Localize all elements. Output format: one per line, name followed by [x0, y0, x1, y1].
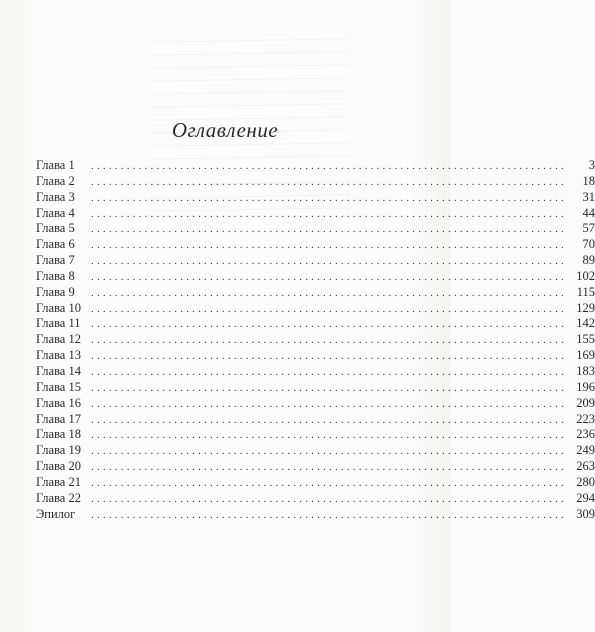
toc-entry	[36, 506, 595, 523]
dot-leader: ................................................................................	[91, 270, 567, 283]
toc-entry-label: Глава 22	[36, 490, 81, 505]
toc-entry-page-number: 280	[576, 474, 595, 489]
dot-leader: ................................................................................	[91, 429, 567, 442]
toc-entry	[36, 411, 595, 428]
dot-leader: ................................................................................	[91, 223, 567, 236]
toc-entry-label: Глава 8	[36, 268, 75, 283]
toc-entry-label: Глава 9	[36, 284, 75, 299]
toc-entry	[36, 459, 595, 475]
dot-leader: ................................................................................	[91, 381, 567, 394]
dot-leader: ................................................................................	[91, 207, 567, 220]
toc-entry-page-number: 209	[576, 395, 595, 410]
toc-entry-page-number: 196	[576, 379, 595, 394]
dot-leader: ................................................................................	[91, 286, 567, 299]
page-title: Оглавление	[171, 118, 279, 142]
toc-entry	[36, 173, 595, 190]
toc-entry	[36, 268, 595, 285]
toc-entry-page-number: 44	[582, 205, 595, 220]
toc-entry-page-number: 294	[576, 490, 595, 505]
toc-entry-label: Глава 7	[36, 253, 75, 268]
dot-leader: ................................................................................	[91, 445, 567, 458]
toc-entry-page-number: 223	[576, 411, 595, 426]
dot-leader: ................................................................................	[91, 476, 567, 489]
toc-entry	[36, 189, 595, 206]
toc-entry	[36, 253, 595, 269]
toc-entry-label: Глава 19	[36, 443, 81, 458]
toc-entry	[36, 158, 595, 174]
toc-entry-label: Глава 3	[36, 189, 75, 204]
toc-entry-label: Глава 14	[36, 363, 81, 378]
toc-entry	[36, 474, 595, 491]
table-of-contents	[36, 158, 595, 522]
dot-leader: ................................................................................	[91, 191, 567, 204]
toc-entry-label: Глава 11	[36, 316, 81, 331]
toc-entry-page-number: 183	[576, 363, 595, 378]
toc-entry-page-number: 129	[576, 300, 595, 315]
toc-entry-label: Глава 4	[36, 205, 75, 220]
dot-leader: ................................................................................	[91, 397, 567, 410]
toc-entry-page-number: 18	[582, 173, 595, 188]
toc-entry	[36, 237, 595, 253]
toc-entry-page-number: 89	[582, 253, 595, 268]
toc-entry	[36, 490, 595, 507]
dot-leader: ................................................................................	[91, 508, 567, 521]
toc-entry	[36, 395, 595, 412]
dot-leader: ................................................................................	[91, 239, 567, 252]
toc-entry-page-number: 236	[576, 427, 595, 442]
toc-entry-page-number: 102	[576, 268, 595, 283]
toc-entry-page-number: 57	[582, 221, 595, 236]
toc-entry-label: Глава 18	[36, 427, 81, 442]
toc-entry-page-number: 155	[576, 332, 595, 347]
toc-entry-label: Глава 5	[36, 221, 75, 236]
toc-entry	[36, 379, 595, 396]
dot-leader: ................................................................................	[91, 492, 567, 505]
toc-entry	[36, 221, 595, 237]
dot-leader: ................................................................................	[91, 160, 567, 172]
dot-leader: ................................................................................	[91, 334, 567, 347]
toc-entry	[36, 316, 595, 332]
toc-entry	[36, 363, 595, 380]
toc-entry-page-number: 169	[576, 348, 595, 363]
toc-entry-label: Глава 1	[36, 158, 75, 172]
toc-entry-page-number: 249	[576, 443, 595, 458]
toc-entry-label: Глава 20	[36, 459, 81, 474]
dot-leader: ................................................................................	[91, 413, 567, 426]
dot-leader: ................................................................................	[91, 255, 567, 268]
dot-leader: ................................................................................	[91, 350, 567, 363]
toc-entry	[36, 443, 595, 459]
dot-leader: ................................................................................	[91, 461, 567, 474]
toc-entry-page-number: 70	[582, 237, 595, 252]
toc-entry-label: Глава 10	[36, 300, 81, 315]
toc-entry-page-number: 309	[576, 506, 595, 521]
toc-entry-page-number: 263	[576, 459, 595, 474]
toc-entry-label: Глава 6	[36, 237, 75, 252]
toc-entry-page-number: 142	[576, 316, 595, 331]
dot-leader: ................................................................................	[91, 365, 567, 378]
toc-entry-label: Глава 17	[36, 411, 81, 426]
toc-entry-page-number: 115	[576, 284, 595, 299]
toc-entry-label: Глава 12	[36, 332, 81, 347]
toc-entry	[36, 205, 595, 222]
toc-entry-label: Глава 16	[36, 395, 81, 410]
toc-entry	[36, 284, 595, 301]
toc-entry-label: Глава 15	[36, 379, 81, 394]
toc-entry-label: Глава 2	[36, 173, 75, 188]
toc-entry-page-number: 31	[582, 189, 595, 204]
toc-entry-page-number: 3	[588, 158, 595, 172]
dot-leader: ................................................................................	[91, 318, 567, 331]
toc-entry-label: Эпилог	[36, 506, 76, 521]
toc-entry-label: Глава 21	[36, 474, 81, 489]
toc-entry	[36, 348, 595, 364]
toc-entry-label: Глава 13	[36, 348, 81, 363]
dot-leader: ................................................................................	[91, 175, 567, 188]
dot-leader: ................................................................................	[91, 302, 567, 315]
toc-entry	[36, 427, 595, 443]
toc-entry	[36, 332, 595, 348]
toc-entry	[36, 300, 595, 317]
